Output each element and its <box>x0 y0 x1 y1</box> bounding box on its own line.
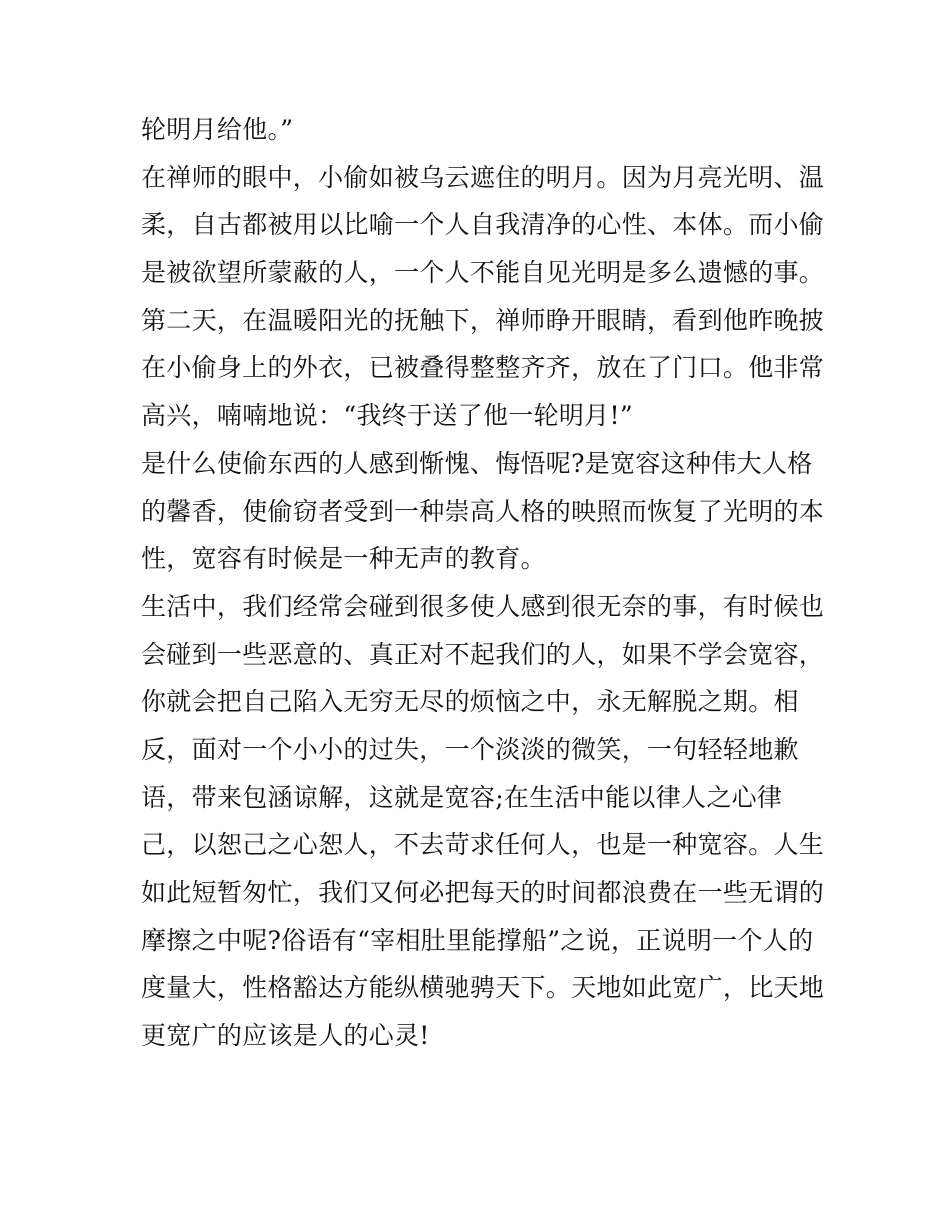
text-line: 轮明月给他。” <box>141 115 294 144</box>
text-line: 摩擦之中呢?俗语有“宰相肚里能撑船”之说，正说明一个人的 <box>141 925 814 955</box>
text-line: 度量大，性格豁达方能纵横驰骋天下。天地如此宽广，比天地 <box>141 973 825 1003</box>
text-line: 第二天，在温暖阳光的抚触下，禅师睁开眼睛，看到他昨晚披 <box>141 305 825 335</box>
text-line: 你就会把自己陷入无穷无尽的烦恼之中，永无解脱之期。相 <box>141 687 799 717</box>
text-line: 在禅师的眼中，小偷如被乌云遮住的明月。因为月亮光明、温 <box>141 162 825 192</box>
text-line: 己，以恕己之心恕人，不去苛求任何人，也是一种宽容。人生 <box>141 830 825 860</box>
text-line: 如此短暂匆忙，我们又何必把每天的时间都浪费在一些无谓的 <box>141 878 825 907</box>
text-line: 性，宽容有时候是一种无声的教育。 <box>141 544 546 574</box>
text-line: 更宽广的应该是人的心灵! <box>141 1021 430 1051</box>
text-line: 是什么使偷东西的人感到惭愧、悔悟呢?是宽容这种伟大人格 <box>141 448 813 478</box>
text-line: 生活中，我们经常会碰到很多使人感到很无奈的事，有时候也 <box>141 591 825 621</box>
text-line: 反，面对一个小小的过失，一个淡淡的微笑，一句轻轻地歉 <box>141 734 799 764</box>
text-line: 在小偷身上的外衣，已被叠得整整齐齐，放在了门口。他非常 <box>141 353 825 383</box>
document-body <box>141 106 825 1060</box>
text-line: 语，带来包涵谅解，这就是宽容;在生活中能以律人之心律 <box>141 782 783 812</box>
text-line: 高兴，喃喃地说：“我终于送了他一轮明月!” <box>141 401 633 431</box>
text-line: 柔，自古都被用以比喻一个人自我清净的心性、本体。而小偷 <box>141 210 825 240</box>
text-line: 会碰到一些恶意的、真正对不起我们的人，如果不学会宽容， <box>141 639 825 669</box>
text-line: 是被欲望所蒙蔽的人，一个人不能自见光明是多么遗憾的事。 <box>141 258 825 288</box>
text-line: 的馨香，使偷窃者受到一种崇高人格的映照而恢复了光明的本 <box>141 496 825 526</box>
